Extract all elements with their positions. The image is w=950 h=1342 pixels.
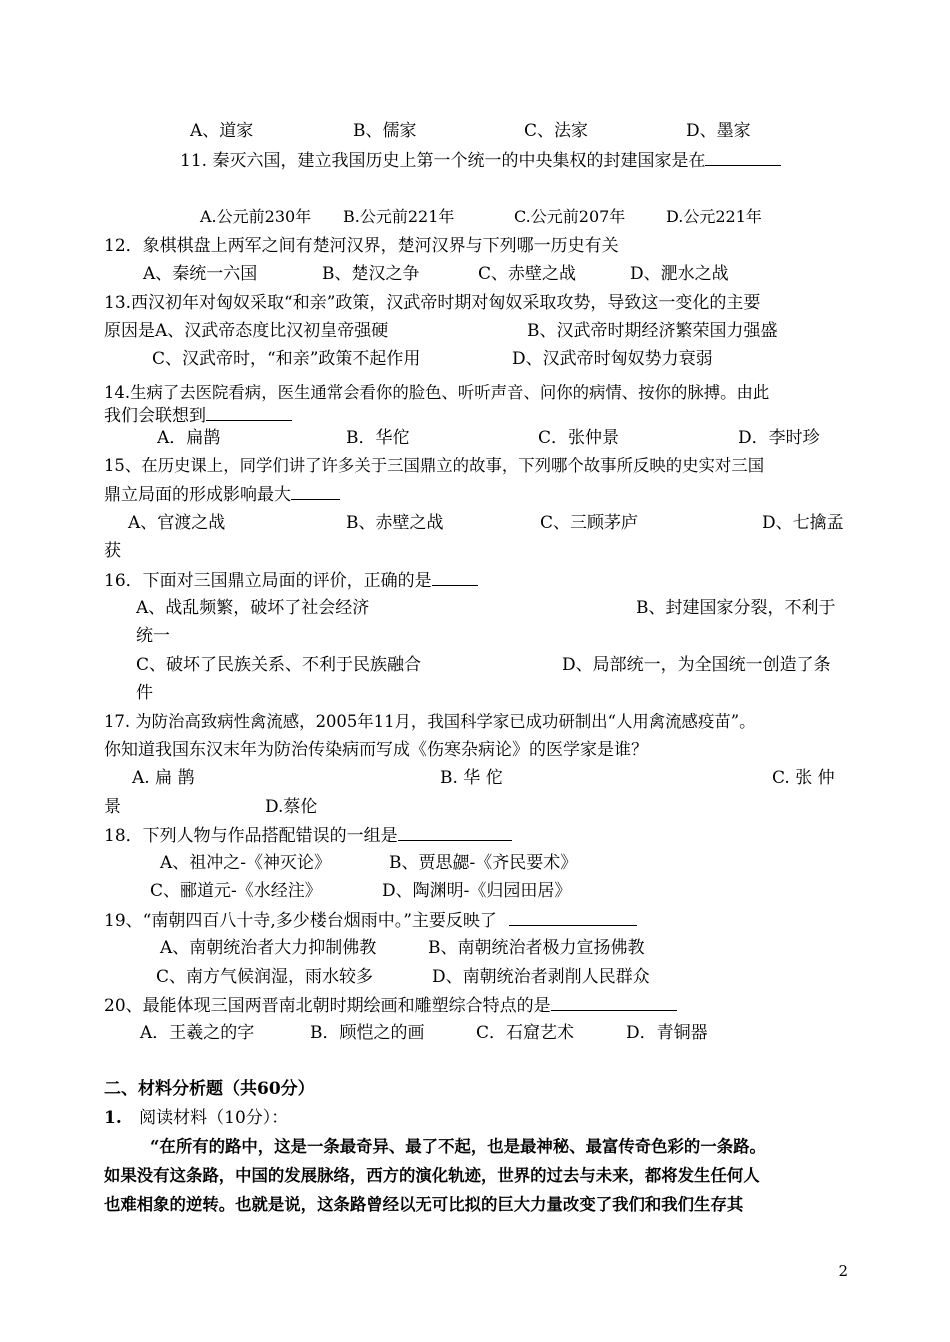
q13-line2: 原因是A、汉武帝态度比汉初皇帝强硬 bbox=[104, 321, 389, 341]
q14-option-a: A．扁鹊 bbox=[157, 428, 221, 448]
q19-option-b: B、南朝统治者极力宣扬佛教 bbox=[428, 938, 645, 958]
q15-option-a: A、官渡之战 bbox=[128, 513, 226, 533]
q16-option-b: B、封建国家分裂，不利于 bbox=[636, 598, 836, 618]
answer-blank bbox=[291, 483, 340, 500]
q15-line2 bbox=[104, 483, 340, 506]
q15-line2-text: 鼎立局面的形成影响最大 bbox=[104, 485, 291, 505]
q14-line2 bbox=[104, 404, 292, 427]
q20-option-a: A．王羲之的字 bbox=[140, 1023, 255, 1043]
q14-option-b: B．华佗 bbox=[346, 428, 410, 448]
page-number: 2 bbox=[838, 1262, 848, 1280]
q13-option-b: B、汉武帝时期经济繁荣国力强盛 bbox=[527, 321, 778, 341]
answer-blank bbox=[206, 404, 292, 421]
q14-line1: 14.生病了去医院看病，医生通常会看你的脸色、听听声音、问你的病情、按你的脉搏。由此 bbox=[104, 383, 770, 402]
q20-option-c: C．石窟艺术 bbox=[476, 1023, 575, 1043]
q12-stem: 12．象棋棋盘上两军之间有楚河汉界，楚河汉界与下列哪一历史有关 bbox=[104, 236, 619, 256]
q20-option-b: B．顾恺之的画 bbox=[310, 1023, 425, 1043]
q16-option-a: A、战乱频繁，破坏了社会经济 bbox=[136, 598, 370, 618]
q12-option-b: B、楚汉之争 bbox=[322, 264, 420, 284]
answer-blank bbox=[398, 824, 512, 841]
answer-blank bbox=[509, 909, 637, 926]
q11-stem: 11. 秦灭六国，建立我国历史上第一个统一的中央集权的封建国家是在 bbox=[180, 151, 706, 171]
q12-option-c: C、赤壁之战 bbox=[478, 264, 577, 284]
q11-option-c: C.公元前207年 bbox=[514, 207, 626, 226]
q19-option-c: C、南方气候润湿，雨水较多 bbox=[156, 967, 374, 987]
q13-option-d: D、汉武帝时匈奴势力衰弱 bbox=[512, 349, 713, 369]
q17-option-d: D.蔡伦 bbox=[265, 797, 318, 817]
q18-option-b: B、贾思勰-《齐民要术》 bbox=[389, 853, 578, 873]
q18-option-a: A、祖冲之-《神灭论》 bbox=[160, 853, 332, 873]
q16-stem: 16．下面对三国鼎立局面的评价，正确的是 bbox=[104, 571, 432, 591]
q18-option-c: C、郦道元-《水经注》 bbox=[150, 881, 322, 901]
q16-option-c: C、破坏了民族关系、不利于民族融合 bbox=[136, 655, 422, 675]
material-1-label: 阅读材料（10分）： bbox=[139, 1108, 289, 1128]
material-para-line3: 也难相象的逆转。也就是说，这条路曾经以无可比拟的巨大力量改变了我们和我们生存其 bbox=[104, 1195, 744, 1214]
q11-stem-line bbox=[180, 149, 781, 172]
q14-option-c: C．张仲景 bbox=[538, 428, 620, 448]
q17-option-c-wrap: 景 bbox=[104, 797, 121, 817]
q11-option-a: A.公元前230年 bbox=[200, 207, 312, 226]
q18-option-d: D、陶渊明-《归园田居》 bbox=[382, 881, 572, 901]
q10-option-b: B、儒家 bbox=[353, 121, 417, 141]
q17-option-c: C. 张 仲 bbox=[772, 768, 835, 788]
material-1-line bbox=[104, 1107, 288, 1129]
q16-option-d: D、局部统一，为全国统一创造了条 bbox=[562, 655, 831, 675]
q12-option-d: D、淝水之战 bbox=[630, 264, 729, 284]
q20-stem: 20、最能体现三国两晋南北朝时期绘画和雕塑综合特点的是 bbox=[104, 996, 551, 1016]
q18-stem-line bbox=[104, 824, 512, 847]
material-1-number: 1. bbox=[104, 1108, 122, 1128]
q19-option-a: A、南朝统治者大力抑制佛教 bbox=[160, 938, 377, 958]
q11-option-b: B.公元前221年 bbox=[343, 207, 455, 226]
q16-stem-line bbox=[104, 569, 478, 592]
q15-option-d-wrap: 获 bbox=[104, 541, 121, 561]
q10-option-c: C、法家 bbox=[524, 121, 589, 141]
q20-stem-line bbox=[104, 994, 677, 1017]
answer-blank bbox=[432, 569, 478, 586]
q10-option-a: A、道家 bbox=[190, 121, 254, 141]
material-para-line2: 如果没有这条路，中国的发展脉络，西方的演化轨迹，世界的过去与未来，都将发生任何人 bbox=[104, 1166, 760, 1185]
q12-option-a: A、秦统一六国 bbox=[143, 264, 258, 284]
q11-option-d: D.公元221年 bbox=[666, 207, 762, 226]
q16-option-b-wrap: 统一 bbox=[136, 626, 170, 646]
q17-option-a: A. 扁 鹊 bbox=[132, 768, 195, 788]
q16-option-d-wrap: 件 bbox=[136, 683, 153, 703]
q19-stem-line bbox=[104, 909, 637, 932]
q17-line1: 17. 为防治高致病性禽流感，2005年11月，我国科学家已成功研制出“人用禽流感疫苗”。 bbox=[104, 712, 756, 731]
q15-option-d: D、七擒孟 bbox=[762, 513, 844, 533]
q17-line2: 你知道我国东汉末年为防治传染病而写成《伤寒杂病论》的医学家是谁？ bbox=[104, 740, 648, 760]
q14-line2-text: 我们会联想到 bbox=[104, 406, 206, 426]
q15-line1: 15、在历史课上，同学们讲了许多关于三国鼎立的故事，下列哪个故事所反映的史实对三国 bbox=[104, 456, 765, 475]
q18-stem: 18．下列人物与作品搭配错误的一组是 bbox=[104, 826, 398, 846]
answer-blank bbox=[551, 994, 677, 1011]
q13-line1: 13.西汉初年对匈奴采取“和亲”政策，汉武帝时期对匈奴采取攻势，导致这一变化的主要 bbox=[104, 293, 761, 313]
q14-option-d: D．李时珍 bbox=[738, 428, 820, 448]
q19-stem: 19、“南朝四百八十寺,多少楼台烟雨中。”主要反映了 bbox=[104, 911, 497, 931]
answer-blank bbox=[705, 149, 781, 166]
q17-option-b: B. 华 佗 bbox=[440, 768, 503, 788]
q15-option-c: C、三顾茅庐 bbox=[540, 513, 639, 533]
q20-option-d: D．青铜器 bbox=[626, 1023, 708, 1043]
q15-option-b: B、赤壁之战 bbox=[346, 513, 444, 533]
q10-option-d: D、墨家 bbox=[686, 121, 751, 141]
q19-option-d: D、南朝统治者剥削人民群众 bbox=[432, 967, 650, 987]
q13-option-c: C、汉武帝时，“和亲”政策不起作用 bbox=[152, 349, 421, 369]
material-para-line1: “在所有的路中，这是一条最奇异、最了不起，也是最神秘、最富传奇色彩的一条路。 bbox=[150, 1137, 766, 1156]
section2-heading: 二、材料分析题（共60分） bbox=[104, 1079, 315, 1099]
